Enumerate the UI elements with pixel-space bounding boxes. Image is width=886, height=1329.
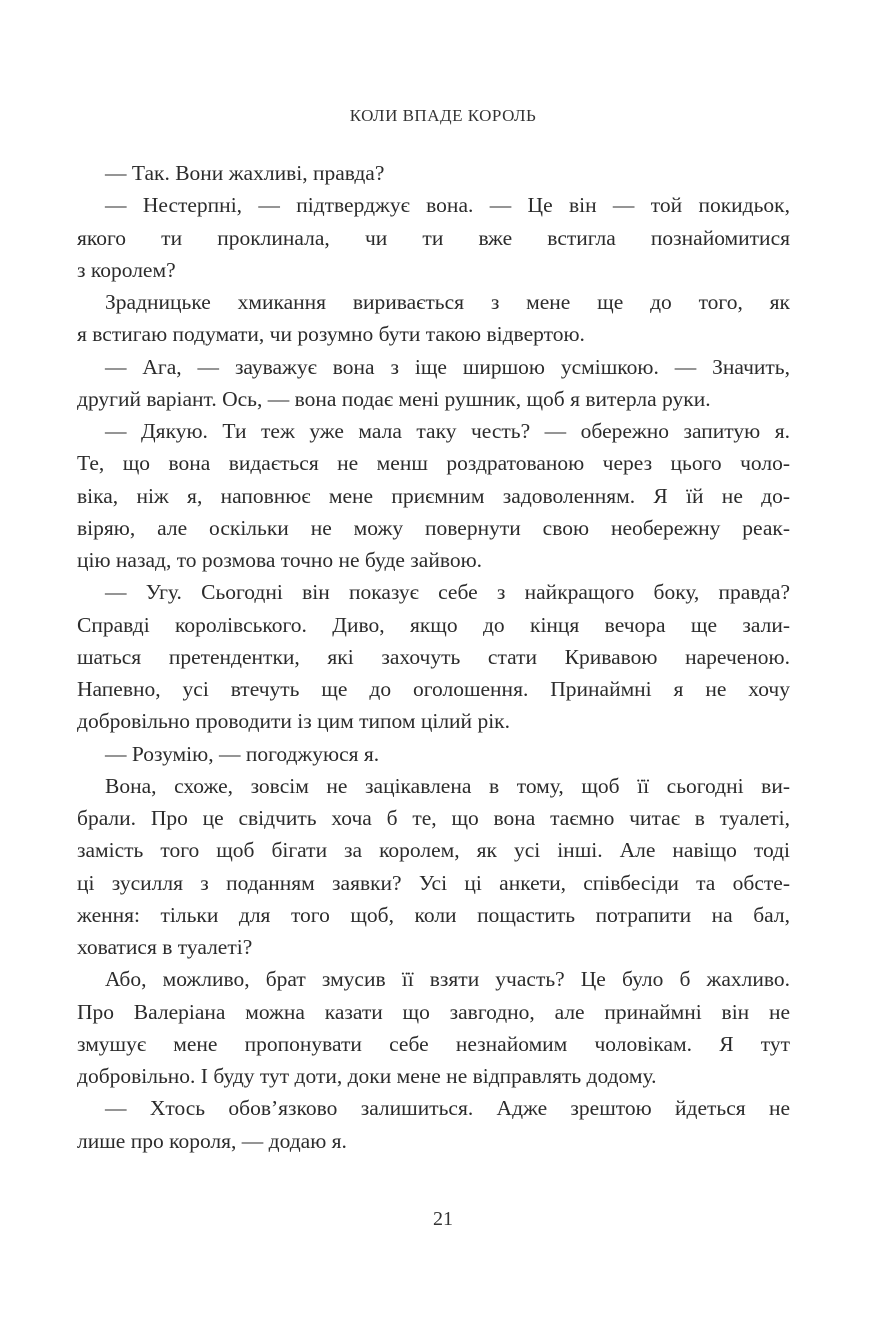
text-line: замість того щоб бігати за королем, як усі інші. Але навіщо тоді [77, 838, 790, 863]
text-line: брали. Про це свідчить хоча б те, що вона таємно читає в туалеті, [77, 806, 790, 830]
paragraph [77, 738, 790, 770]
text-line: якого ти проклинала, чи ти вже встигла познайомитися [77, 225, 790, 250]
paragraph [77, 157, 790, 189]
text-line: Про Валеріана можна казати що завгодно, але принаймні він не [77, 999, 790, 1024]
paragraph [77, 351, 790, 416]
paragraph [77, 286, 790, 351]
text-line: — Ага, — зауважує вона з іще ширшою усмішкою. — Значить, [105, 354, 790, 379]
text-line: віряю, але оскільки не можу повернути свою необережну реак- [77, 515, 790, 540]
text-line: Або, можливо, брат змусив її взяти участь? Це було б жахливо. [105, 967, 790, 992]
text-line: ховатися в туалеті? [77, 935, 253, 959]
text-line: Вона, схоже, зовсім не зацікавлена в тому, щоб її сьогодні ви- [105, 773, 790, 798]
text-line: віка, ніж я, наповнює мене приємним задоволенням. Я їй не до- [77, 483, 790, 508]
text-line: другий варіант. Ось, — вона подає мені рушник, щоб я витерла руки. [77, 386, 711, 411]
paragraph [77, 770, 790, 964]
page-body-text [77, 157, 790, 1157]
paragraph [77, 1092, 790, 1157]
text-line: шаться претендентки, які захочуть стати Кривавою нареченою. [77, 644, 790, 669]
text-line: Справді королівського. Диво, якщо до кінця вечора ще зали- [77, 612, 790, 637]
running-header: КОЛИ ВПАДЕ КОРОЛЬ [349, 106, 537, 125]
paragraph [77, 189, 790, 286]
page-number: 21 [433, 1208, 453, 1230]
text-line: — Нестерпні, — підтверджує вона. — Це він — той покидьок, [105, 193, 790, 218]
text-line: Те, що вона видається не менш роздратованою через цього чоло- [77, 451, 790, 476]
text-line: — Розумію, — погоджуюся я. [105, 741, 380, 766]
text-line: лише про короля, — додаю я. [77, 1128, 347, 1153]
text-line: — Хтось обов’язково залишиться. Адже зрештою йдеться не [105, 1096, 790, 1121]
paragraph [77, 963, 790, 1092]
text-line: змушує мене пропонувати себе незнайомим чоловікам. Я тут [77, 1031, 790, 1056]
text-line: ження: тільки для того щоб, коли пощастить потрапити на бал, [77, 902, 790, 927]
text-line: Напевно, усі втечуть ще до оголошення. Принаймні я не хочу [77, 677, 790, 701]
text-line: — Так. Вони жахливі, правда? [105, 161, 385, 185]
text-line: добровільно. І буду тут доти, доки мене не відправлять додому. [77, 1064, 657, 1088]
text-line: цію назад, то розмова точно не буде зайвою. [77, 548, 483, 572]
text-line: з королем? [77, 257, 176, 282]
text-line: Зрадницьке хмикання виривається з мене ще до того, як [105, 290, 790, 314]
text-line: — Угу. Сьогодні він показує себе з найкращого боку, правда? [105, 580, 790, 605]
text-line: я встигаю подумати, чи розумно бути такою відвертою. [77, 322, 585, 347]
text-line: — Дякую. Ти теж уже мала таку честь? — обережно запитую я. [105, 419, 790, 443]
paragraph [77, 415, 790, 576]
text-line: добровільно проводити із цим типом цілий рік. [77, 709, 510, 734]
text-line: ці зусилля з поданням заявки? Усі ці анкети, співбесіди та обсте- [77, 870, 790, 895]
paragraph [77, 576, 790, 737]
